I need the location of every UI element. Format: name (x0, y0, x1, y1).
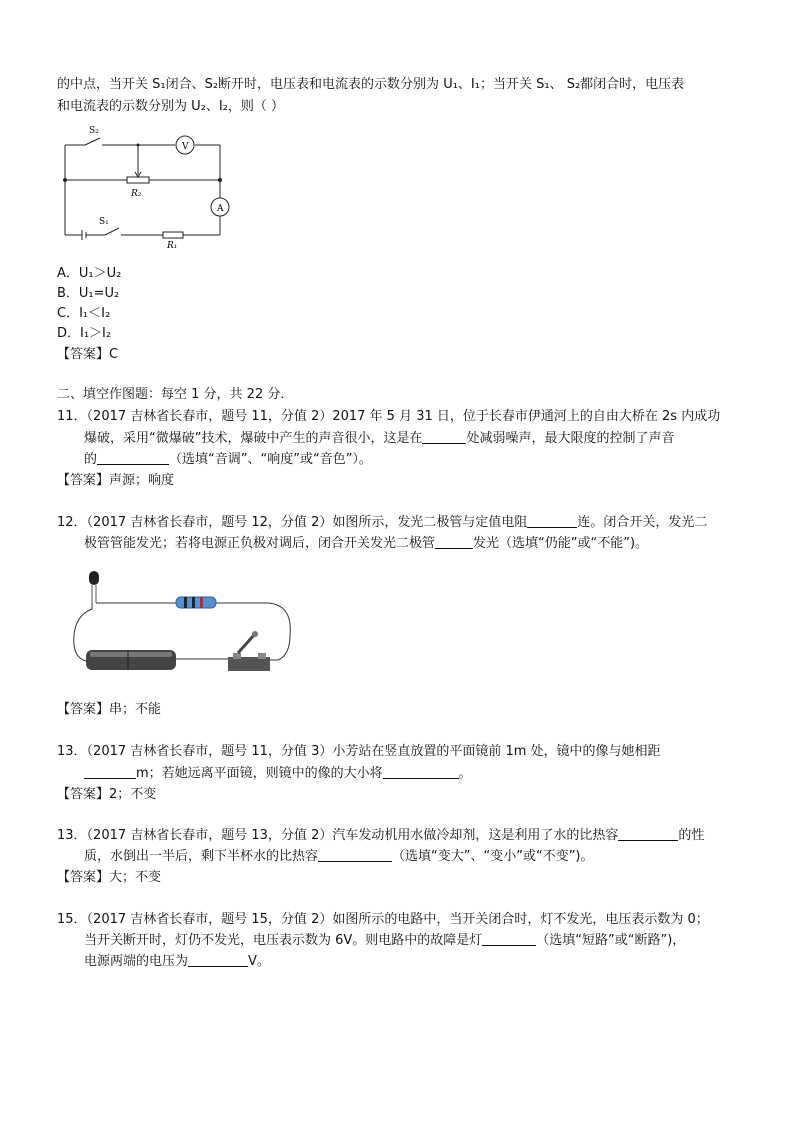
q15-line2 (84, 931, 685, 951)
q13b-blank1 (618, 826, 678, 841)
q12-line1 (57, 513, 707, 533)
q13b-line2-a: 质，水倒出一半后，剩下半杯水的比热容 (84, 849, 319, 864)
q13b-answer: 【答案】大；不变 (57, 870, 162, 885)
label-s2: S₂ (89, 126, 99, 136)
q13b-line2 (84, 847, 594, 867)
q13a-line2 (84, 764, 472, 784)
q11-line2-b: 处减弱噪声，最大限度的控制了声音 (466, 431, 675, 446)
q13b-blank2 (318, 847, 392, 862)
q12-blank1 (527, 513, 577, 528)
q12-line2-a: 极管管能发光；若将电源正负极对调后，闭合开关发光二极管 (84, 536, 436, 551)
q15-line3-b: V。 (248, 954, 270, 969)
q15-line3-a: 电源两端的电压为 (84, 954, 189, 969)
q12-circuit-illustration (68, 565, 308, 675)
q12-blank2 (435, 534, 473, 549)
label-r2: R₂ (131, 189, 142, 199)
q10-option-d: D．I₁＞I₂ (57, 326, 112, 341)
q11-line2 (84, 429, 675, 449)
q13b-line1-a: 13．（2017 吉林省长春市，题号 13，分值 2）汽车发动机用水做冷却剂，这是利用了水的比热容 (57, 828, 619, 843)
q10-text-line2: 和电流表的示数分别为 U₂、I₂，则（ ） (57, 99, 285, 114)
label-s1: S₁ (99, 217, 109, 227)
q13b-line1-b: 的性 (678, 828, 705, 843)
q12-line1-b: 连。闭合开关，发光二 (577, 515, 708, 530)
q13a-line1: 13．（2017 吉林省长春市，题号 11，分值 3）小芳站在竖直放置的平面镜前 1m 处，镜中的像与她相距 (57, 744, 661, 759)
q10-circuit-diagram (55, 120, 240, 250)
q10-answer: 【答案】C (57, 347, 119, 362)
q10-text-line1: 的中点，当开关 S₁闭合、S₂断开时，电压表和电流表的示数分别为 U₁、I₁；当开关 S₁、 S₂都闭合时，电压表 (57, 77, 685, 92)
label-voltmeter: V (182, 142, 189, 152)
q13a-line2-b: 。 (458, 766, 472, 781)
q15-line2-b: （选填“短路”或“断路”)， (536, 933, 686, 948)
q15-line3 (84, 952, 270, 972)
resistor-icon (176, 597, 216, 608)
q13a-blank2 (383, 764, 459, 779)
q11-line3 (84, 450, 372, 470)
q12-line2 (84, 534, 648, 554)
q13a-answer: 【答案】2；不变 (57, 787, 157, 802)
q11-line1: 11．（2017 吉林省长春市，题号 11，分值 2）2017 年 5 月 31 日，位于长春市伊通河上的自由大桥在 2s 内成功 (57, 409, 721, 424)
q12-answer: 【答案】串；不能 (57, 702, 162, 717)
q15-line1: 15．（2017 吉林省长春市，题号 15，分值 2）如图所示的电路中，当开关闭合时，灯不发光，电压表示数为 0； (57, 912, 709, 927)
q11-line3-b: （选填“音调”、“响度”或“音色”）。 (169, 452, 372, 467)
label-ammeter: A (217, 204, 224, 214)
q10-option-a: A．U₁＞U₂ (57, 266, 122, 281)
section-heading: 二、填空作图题：每空 1 分，共 22 分． (57, 387, 294, 402)
q12-line2-b: 发光（选填“仍能”或“不能”)。 (473, 536, 649, 551)
q11-blank2 (97, 450, 169, 465)
q15-line2-a: 当开关断开时，灯仍不发光，电压表示数为 6V。则电路中的故障是灯 (84, 933, 483, 948)
switch-icon (228, 657, 270, 671)
q10-option-b: B．U₁=U₂ (57, 286, 120, 301)
q11-line2-a: 爆破，采用“微爆破”技术，爆破中产生的声音很小，这是在 (84, 431, 423, 446)
q12-line1-a: 12．（2017 吉林省长春市，题号 12，分值 2）如图所示，发光二极管与定值电阻 (57, 515, 528, 530)
q15-blank2 (188, 952, 248, 967)
q10-option-c: C．I₁＜I₂ (57, 306, 111, 321)
q13b-line1 (57, 826, 704, 846)
led-icon (89, 571, 99, 585)
label-r1: R₁ (167, 241, 178, 250)
q11-blank1 (422, 429, 466, 444)
q11-answer: 【答案】声源；响度 (57, 473, 175, 488)
q13b-line2-b: （选填“变大”、“变小”或“不变”)。 (392, 849, 594, 864)
q13a-blank1 (84, 764, 136, 779)
q15-blank1 (482, 931, 536, 946)
q11-line3-a: 的 (84, 452, 98, 467)
q13a-line2-a: m；若她远离平面镜，则镜中的像的大小将 (136, 766, 383, 781)
